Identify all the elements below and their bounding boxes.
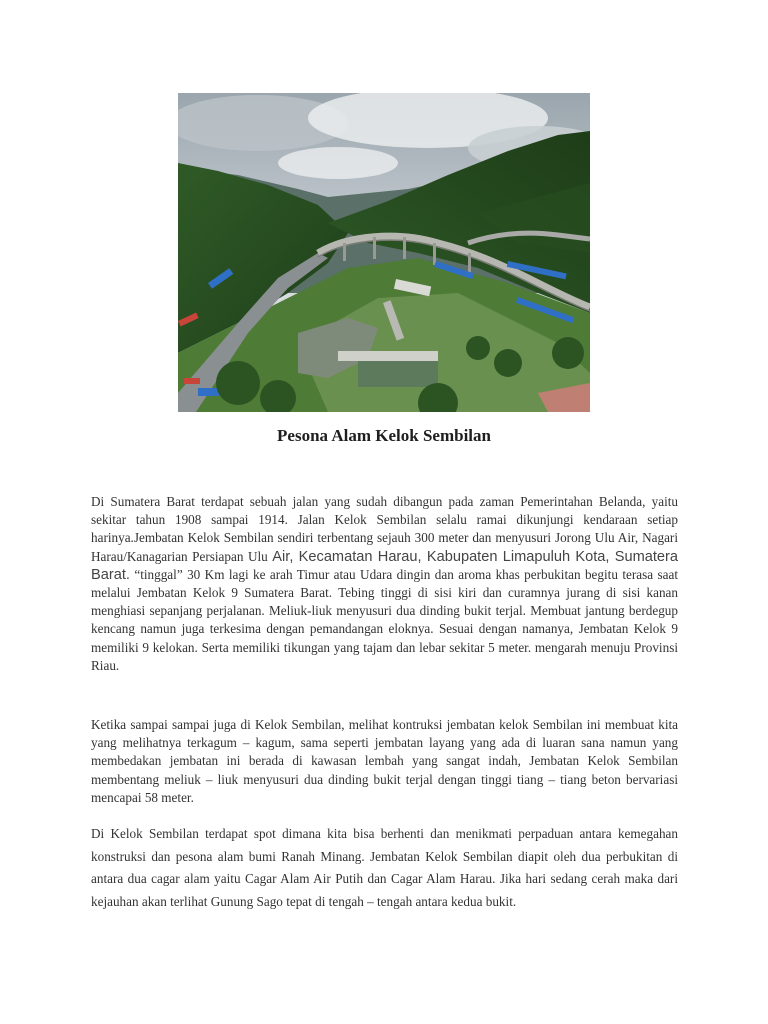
paragraph-1-part-a: Di Sumatera Barat terdapat sebuah jalan yang sudah dibangun pada zaman Pemerintahan Belanda, yaitu sekitar tahun 1908 sampai 1914. Jalan Kelok Sembilan selalu ramai dikunjungi kendaraan setiap harinya.Jembatan Kelok Sembilan sendiri terbentang sejauh 300 meter dan menyusuri Jorong Ulu Air, Nagari Harau/Kanagarian Persiapan Ulu (91, 494, 678, 564)
paragraph-1-part-c: “tinggal” 30 Km lagi ke arah Timur atau Udara dingin dan aroma khas perbukitan begitu terasa saat melalui Jembatan Kelok 9 Sumatera Barat. Tebing tinggi di sisi kiri dan curamnya jurang di sisi kanan menghiasi sepanjang perjalanan. Meliuk-liuk menyusuri dua dinding bukit terjal. Membuat jantung berdegup kencang namun juga terkesima dengan pemandangan eloknya. Sesuai dengan namanya, Jembatan Kelok 9 memiliki 9 kelokan. Serta memiliki tikungan yang tajam dan lebar sekitar 5 meter. mengarah menuju Provinsi Riau. (91, 566, 678, 673)
article-title: Pesona Alam Kelok Sembilan (277, 426, 491, 445)
article-paragraph-3: Di Kelok Sembilan terdapat spot dimana kita bisa berhenti dan menikmati perpaduan antara kemegahan konstruksi dan pesona alam bumi Ranah Minang. Jembatan Kelok Sembilan diapit oleh dua perbukitan di antara dua cagar alam yaitu Cagar Alam Air Putih dan Cagar Alam Harau. Jika hari sedang cerah maka dari kejauhan akan terlihat Gunung Sago tepat di tengah – tengah antara kedua bukit. (91, 826, 678, 909)
article-paragraph-1 (91, 493, 678, 675)
landscape-illustration (178, 93, 590, 412)
kelok-sembilan-photo (178, 93, 590, 412)
paragraph-1-location: Air, Kecamatan Harau, Kabupaten Limapuluh Kota, Sumatera Barat. (91, 548, 679, 583)
article-paragraph-2: Ketika sampai sampai juga di Kelok Sembilan, melihat kontruksi jembatan kelok Sembilan ini membuat kita yang melihatnya terkagum – kagum, sama seperti jembatan layang yang ada di luaran sana namun yang membedakan jembatan ini berada di kawasan lembah yang sangat indah, Jembatan Kelok Sembilan membentang meliuk – liuk menyusuri dua dinding bukit terjal dengan tinggi tiang – tiang beton bervariasi mencapai 58 meter. (91, 717, 678, 805)
